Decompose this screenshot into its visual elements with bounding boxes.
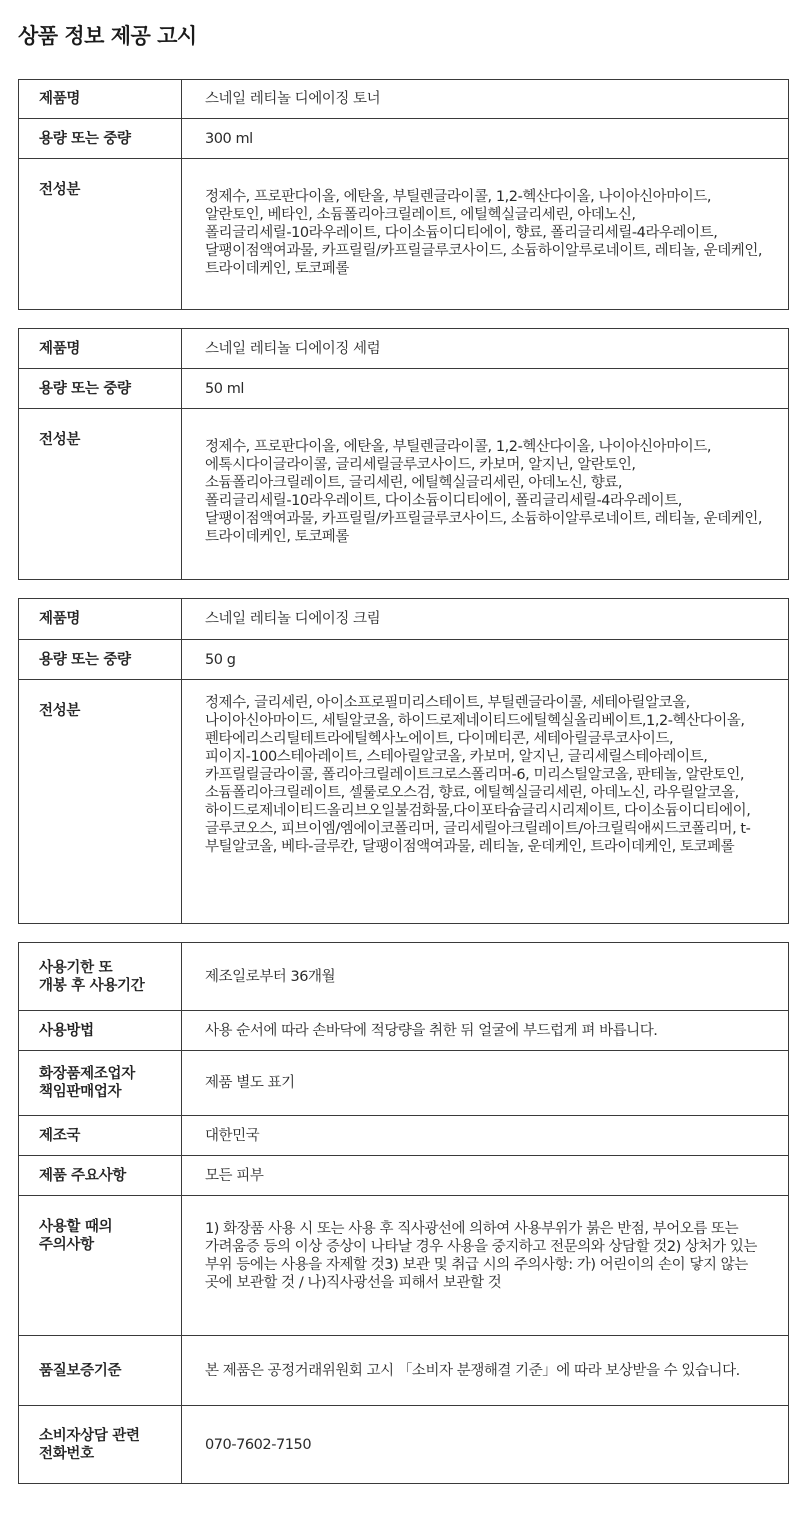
usage-label: 사용방법 bbox=[19, 1011, 182, 1051]
table-row bbox=[19, 640, 789, 680]
table-row bbox=[19, 943, 789, 1011]
product-name: 스네일 레티놀 디에이징 크림 bbox=[182, 599, 789, 640]
expiry-label-line1: 사용기한 또 bbox=[39, 959, 113, 976]
country-label: 제조국 bbox=[19, 1116, 182, 1156]
caution-value: 1) 화장품 사용 시 또는 사용 후 직사광선에 의하여 사용부위가 붉은 반점, 부어오름 또는 가려움증 등의 이상 증상이 나타날 경우 사용을 중지하고 전문의와 상담할 것2) 상처가 있는 부위 등에는 사용을 자제할 것3) 보관 및 취급 시의 주의사항: 가) 어린이의 손이 닿지 않는 곳에 보관할 것 / 나)직사광선을 피해서 보관할 것 bbox=[182, 1196, 789, 1336]
volume-label: 용량 또는 중량 bbox=[19, 640, 182, 680]
table-row bbox=[19, 409, 789, 580]
table-row bbox=[19, 599, 789, 640]
spec-value: 모든 피부 bbox=[182, 1156, 789, 1196]
maker-label-line1: 화장품제조업자 bbox=[39, 1066, 135, 1082]
phone-label-line1: 소비자상담 관련 bbox=[39, 1427, 140, 1444]
maker-label-line2: 책임판매업자 bbox=[39, 1084, 122, 1100]
country-value: 대한민국 bbox=[182, 1116, 789, 1156]
usage-value: 사용 순서에 따라 손바닥에 적당량을 취한 뒤 얼굴에 부드럽게 펴 바릅니다. bbox=[182, 1011, 789, 1051]
volume-label: 용량 또는 중량 bbox=[19, 119, 182, 159]
table-row bbox=[19, 1196, 789, 1336]
table-row bbox=[19, 1156, 789, 1196]
volume-value: 50 g bbox=[182, 640, 789, 680]
ingredients-label: 전성분 bbox=[19, 159, 182, 310]
table-row bbox=[19, 369, 789, 409]
general-info-table bbox=[18, 942, 789, 1484]
product-table-serum bbox=[18, 328, 789, 580]
spec-label: 제품 주요사항 bbox=[19, 1156, 182, 1196]
volume-value: 300 ml bbox=[182, 119, 789, 159]
maker-value: 제품 별도 표기 bbox=[182, 1051, 789, 1116]
phone-value: 070-7602-7150 bbox=[182, 1406, 789, 1484]
table-row bbox=[19, 80, 789, 119]
table-row bbox=[19, 1336, 789, 1406]
product-table-toner bbox=[18, 79, 789, 310]
table-row bbox=[19, 1051, 789, 1116]
caution-label-line2: 주의사항 bbox=[39, 1237, 94, 1253]
product-name-label: 제품명 bbox=[19, 80, 182, 119]
caution-label-line1: 사용할 때의 bbox=[39, 1219, 113, 1235]
ingredients-value: 정제수, 글리세린, 아이소프로필미리스테이트, 부틸렌글라이콜, 세테아릴알코올, 나이아신아마이드, 세틸알코올, 하이드로제네이티드에틸헥실올리베이트,1,2-헥산다이올, 펜타에리스리틸테트라에틸헥사노에이트, 다이메티콘, 세테아릴글루코사이드, 피이지-100스테아레이트, 스테아릴알코올, 카보머, 알지닌, 글리세릴스테아레이트, 카프릴릴글라이콜, 폴리아크릴레이트크로스폴리머-6, 미리스틸알코올, 판테놀, 알란토인, 소듐폴리아크릴레이트, 셀룰로오스검, 향료, 에틸헥실글리세린, 아데노신, 라우릴알코올, 하이드로제네이티드올리브오일불검화물,다이포타슘글리시리제이트, 다이소듐이디티에이, 글루코오스, 피브이엠/엠에이코폴리머, 글리세릴아크릴레이트/아크릴릭애씨드코폴리머, t-부틸알코올, 베타-글루칸, 달팽이점액여과물, 레티놀, 운데케인, 트라이데케인, 토코페롤 bbox=[182, 680, 789, 924]
volume-label: 용량 또는 중량 bbox=[19, 369, 182, 409]
ingredients-label: 전성분 bbox=[19, 680, 182, 924]
phone-label bbox=[19, 1406, 182, 1484]
expiry-value: 제조일로부터 36개월 bbox=[182, 943, 789, 1011]
table-row bbox=[19, 1406, 789, 1484]
caution-label bbox=[19, 1196, 182, 1336]
warranty-value: 본 제품은 공정거래위원회 고시 「소비자 분쟁해결 기준」에 따라 보상받을 수 있습니다. bbox=[182, 1336, 789, 1406]
product-name: 스네일 레티놀 디에이징 세럼 bbox=[182, 329, 789, 369]
table-row bbox=[19, 1116, 789, 1156]
warranty-label: 품질보증기준 bbox=[19, 1336, 182, 1406]
expiry-label bbox=[19, 943, 182, 1011]
maker-label bbox=[19, 1051, 182, 1116]
page-title: 상품 정보 제공 고시 bbox=[18, 24, 197, 48]
table-row bbox=[19, 680, 789, 924]
volume-value: 50 ml bbox=[182, 369, 789, 409]
ingredients-value: 정제수, 프로판다이올, 에탄올, 부틸렌글라이콜, 1,2-헥산다이올, 나이아신아마이드, 알란토인, 베타인, 소듐폴리아크릴레이트, 에틸헥실글리세린, 아데노신, 폴리글리세릴-10라우레이트, 다이소듐이디티에이, 향료, 폴리글리세릴-4라우레이트, 달팽이점액여과물, 카프릴릴/카프릴글루코사이드, 소듐하이알루로네이트, 레티놀, 운데케인, 트라이데케인, 토코페롤 bbox=[182, 159, 789, 310]
table-row bbox=[19, 159, 789, 310]
expiry-label-line2: 개봉 후 사용기간 bbox=[39, 977, 145, 994]
table-row bbox=[19, 1011, 789, 1051]
product-name-label: 제품명 bbox=[19, 329, 182, 369]
product-name: 스네일 레티놀 디에이징 토너 bbox=[182, 80, 789, 119]
table-row bbox=[19, 329, 789, 369]
table-row bbox=[19, 119, 789, 159]
product-name-label: 제품명 bbox=[19, 599, 182, 640]
ingredients-label: 전성분 bbox=[19, 409, 182, 580]
phone-label-line2: 전화번호 bbox=[39, 1445, 94, 1462]
ingredients-value: 정제수, 프로판다이올, 에탄올, 부틸렌글라이콜, 1,2-헥산다이올, 나이아신아마이드, 에톡시다이글라이콜, 글리세릴글루코사이드, 카보머, 알지닌, 알란토인, 소듐폴리아크릴레이트, 글리세린, 에틸헥실글리세린, 아데노신, 향료, 폴리글리세릴-10라우레이트, 다이소듐이디티에이, 폴리글리세릴-4라우레이트, 달팽이점액여과물, 카프릴릴/카프릴글루코사이드, 소듐하이알루로네이트, 레티놀, 운데케인, 트라이데케인, 토코페롤 bbox=[182, 409, 789, 580]
product-table-cream bbox=[18, 598, 789, 924]
